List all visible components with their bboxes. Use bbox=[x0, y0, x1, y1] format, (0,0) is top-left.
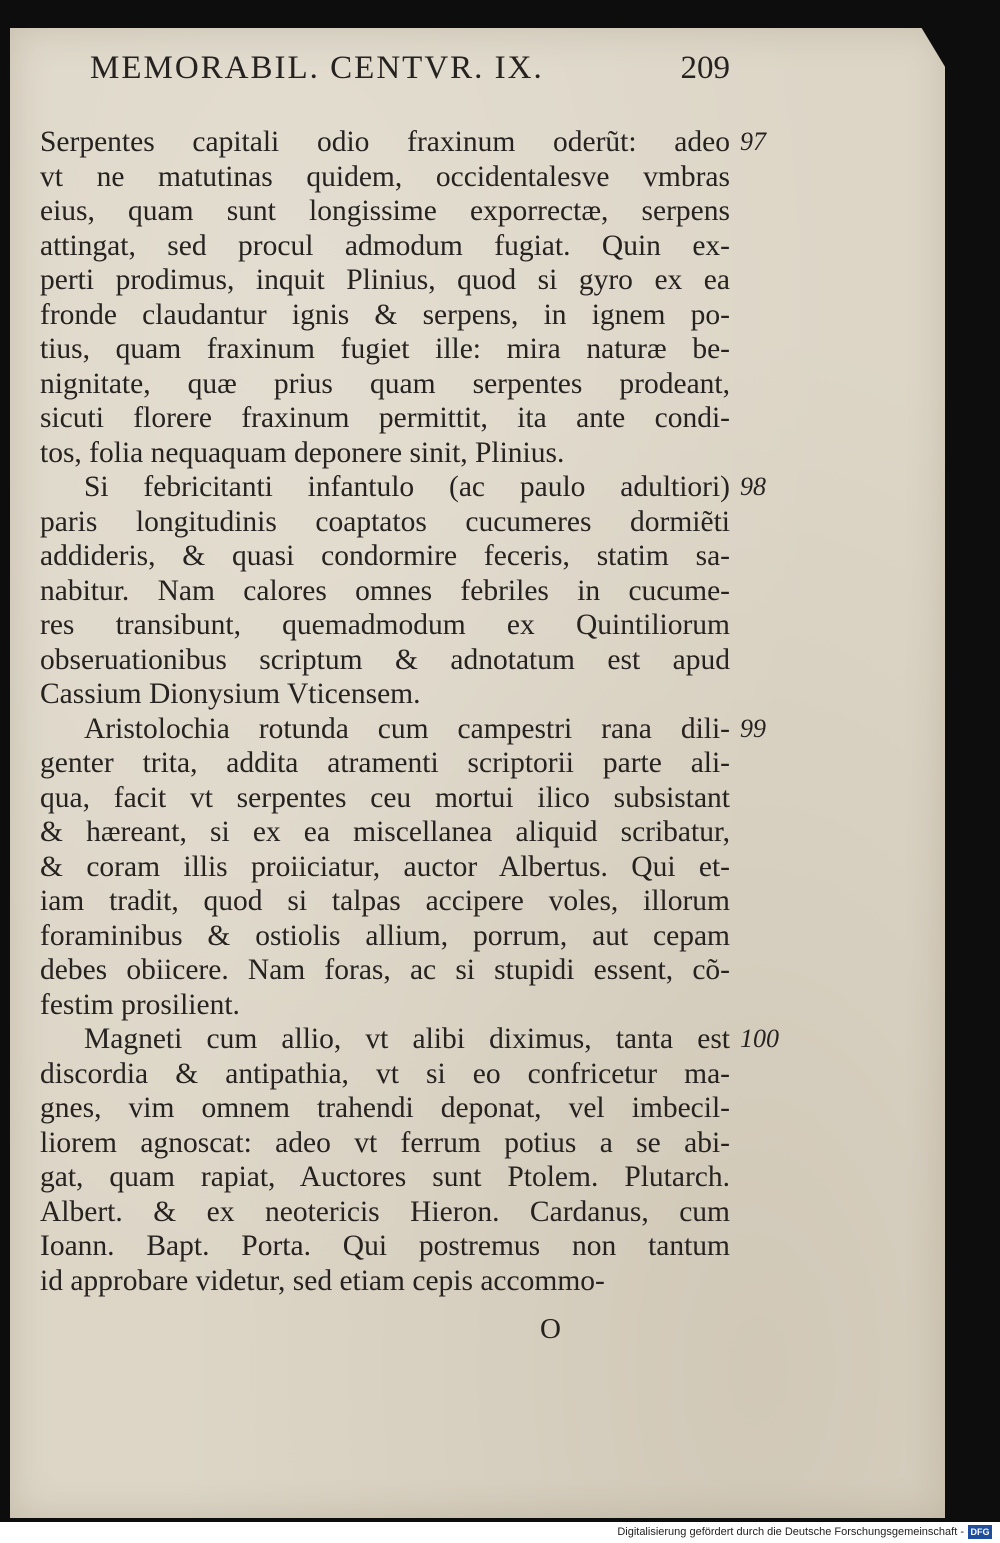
text-line: Albert. & ex neotericis Hieron. Cardanus, cum bbox=[40, 1195, 730, 1228]
page-header bbox=[80, 50, 730, 90]
marginal-number: 99 bbox=[740, 713, 766, 743]
text-line: paris longitudinis coaptatos cucumeres dormiẽti bbox=[40, 505, 730, 538]
paragraph bbox=[40, 1022, 730, 1298]
text-line: gat, quam rapiat, Auctores sunt Ptolem. Plutarch. bbox=[40, 1161, 730, 1193]
dfg-logo: DFG bbox=[968, 1525, 992, 1539]
text-line: Ioann. Bapt. Porta. Qui postremus non tantum bbox=[40, 1230, 730, 1262]
text-line: nignitate, quæ prius quam serpentes prodeant, bbox=[40, 367, 730, 400]
text-line: discordia & antipathia, vt si eo confricetur ma- bbox=[40, 1057, 730, 1090]
text-line: addideris, & quasi condormire feceris, statim sa- bbox=[40, 540, 730, 572]
text-line: gnes, vim omnem trahendi deponat, vel imbecil- bbox=[40, 1092, 730, 1124]
text-line: attingat, sed procul admodum fugiat. Quin ex- bbox=[40, 229, 730, 262]
page-number: 209 bbox=[680, 50, 730, 86]
catchword: O bbox=[540, 1313, 561, 1345]
paragraph bbox=[40, 125, 730, 470]
text-line: debes obiicere. Nam foras, ac si stupidi essent, cõ- bbox=[40, 954, 730, 986]
text-line: tius, quam fraxinum fugiet ille: mira naturæ be- bbox=[40, 333, 730, 365]
text-line: fronde claudantur ignis & serpens, in ignem po- bbox=[40, 298, 730, 331]
text-line: iam tradit, quod si talpas accipere voles, illorum bbox=[40, 885, 730, 917]
text-line: tos, folia nequaquam deponere sinit, Plinius. bbox=[40, 436, 565, 469]
text-line: nabitur. Nam calores omnes febriles in cucume- bbox=[40, 574, 730, 607]
text-line: vt ne matutinas quidem, occidentalesve vmbras bbox=[40, 160, 730, 193]
running-title: MEMORABIL. CENTVR. IX. bbox=[90, 50, 544, 86]
text-line: perti prodimus, inquit Plinius, quod si gyro ex ea bbox=[40, 264, 730, 296]
text-line: & coram illis proiiciatur, auctor Albertus. Qui et- bbox=[40, 850, 730, 883]
text-line: foraminibus & ostiolis allium, porrum, aut cepam bbox=[40, 919, 730, 952]
text-line: Aristolochia rotunda cum campestri rana dili- bbox=[84, 712, 730, 745]
text-line: festim prosilient. bbox=[40, 988, 240, 1021]
text-line: sicuti florere fraxinum permittit, ita ante condi- bbox=[40, 402, 730, 434]
marginal-number: 97 bbox=[740, 127, 766, 156]
text-line: liorem agnoscat: adeo vt ferrum potius a se abi- bbox=[40, 1126, 730, 1159]
marginal-number: 98 bbox=[740, 472, 766, 501]
paragraph bbox=[40, 470, 730, 712]
text-line: Magneti cum allio, vt alibi diximus, tanta est bbox=[84, 1023, 730, 1055]
text-line: res transibunt, quemadmodum ex Quintiliorum bbox=[40, 609, 730, 641]
text-line: Si febricitanti infantulo (ac paulo adultiori) bbox=[84, 471, 730, 503]
paragraph bbox=[40, 712, 730, 1023]
text-line: Cassium Dionysium Vticensem. bbox=[40, 678, 421, 710]
text-line: id approbare videtur, sed etiam cepis accommo- bbox=[40, 1264, 605, 1297]
text-line: obseruationibus scriptum & adnotatum est apud bbox=[40, 643, 730, 676]
text-line: Serpentes capitali odio fraxinum oderũt: adeo bbox=[40, 126, 730, 158]
text-line: genter trita, addita atramenti scriptorii parte ali- bbox=[40, 747, 730, 779]
text-line: & hæreant, si ex ea miscellanea aliquid scribatur, bbox=[40, 816, 730, 848]
marginal-number: 100 bbox=[740, 1024, 779, 1053]
text-line: qua, facit vt serpentes ceu mortui ilico subsistant bbox=[40, 781, 730, 814]
body-text bbox=[40, 125, 730, 1298]
text-line: eius, quam sunt longissime exporrectæ, serpens bbox=[40, 195, 730, 227]
footer-credit: Digitalisierung gefördert durch die Deutsche Forschungsgemeinschaft - bbox=[617, 1526, 964, 1538]
